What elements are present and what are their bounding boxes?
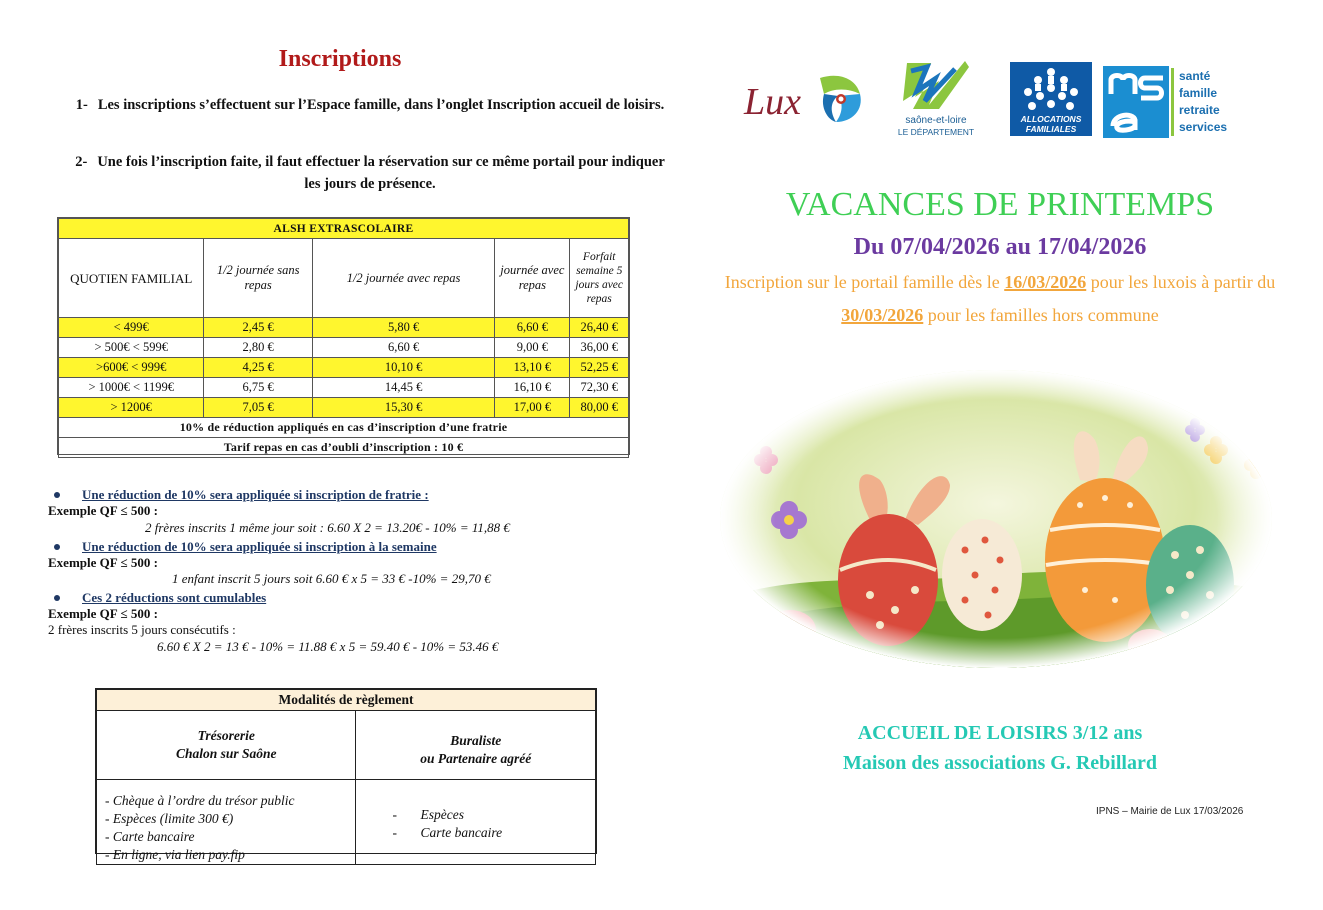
svg-text:famille: famille (1179, 86, 1218, 100)
cell-half: 6,75 € (204, 378, 312, 398)
lux-logo (738, 64, 868, 130)
svg-text:Lux: Lux (744, 81, 801, 123)
list-item: - Espèces (limite 300 €) (105, 811, 234, 826)
accueil-info (700, 718, 1300, 778)
cell-day: 6,60 € (495, 318, 570, 338)
pricing-caption: ALSH EXTRASCOLAIRE (59, 219, 629, 239)
svg-text:santé: santé (1179, 69, 1211, 83)
cell-week: 72,30 € (570, 378, 629, 398)
step-1 (70, 94, 670, 116)
reduction-1-example-label: Exemple QF ≤ 500 : (48, 503, 158, 518)
date-hors-commune: 30/03/2026 (841, 305, 924, 325)
cell-half-meal: 10,10 € (312, 358, 494, 378)
sibling-discount-note: 10% de réduction appliqués en cas d’inscription d’une fratrie (59, 418, 629, 438)
header-quotient: QUOTIEN FAMILIAL (59, 239, 204, 318)
svg-text:ALLOCATIONS: ALLOCATIONS (1020, 114, 1082, 124)
cell-day: 16,10 € (495, 378, 570, 398)
page-title: Inscriptions (278, 46, 402, 72)
step-1-number: 1- (75, 97, 88, 113)
reduction-3-example-intro: 2 frères inscrits 5 jours consécutifs : (48, 622, 236, 637)
svg-text:saône-et-loire: saône-et-loire (905, 115, 967, 126)
header-week: Forfait semaine 5 jours avec repas (570, 239, 629, 318)
cell-half: 4,25 € (204, 358, 312, 378)
accueil-location: Maison des associations G. Rebillard (843, 752, 1157, 774)
date-luxois: 16/03/2026 (1004, 272, 1087, 292)
header-day-meal: journée avec repas (495, 239, 570, 318)
cell-half-meal: 15,30 € (312, 398, 494, 418)
cell-qf: >600€ < 999€ (59, 358, 204, 378)
table-row (59, 378, 629, 398)
vacation-title: VACANCES DE PRINTEMPS (785, 186, 1215, 223)
table-row (59, 318, 629, 338)
bullet-icon (54, 595, 60, 601)
table-row (59, 358, 629, 378)
forgotten-meal-note: Tarif repas en cas d’oubli d’inscription : 10 € (59, 438, 629, 458)
cell-day: 13,10 € (495, 358, 570, 378)
cell-qf: > 500€ < 599€ (59, 338, 204, 358)
cell-half: 2,80 € (204, 338, 312, 358)
reduction-2-heading: Une réduction de 10% sera appliquée si inscription à la semaine (48, 539, 437, 555)
cell-week: 52,25 € (570, 358, 629, 378)
step-2-number: 2- (75, 154, 88, 170)
vacation-dates: Du 07/04/2026 au 17/04/2026 (853, 234, 1147, 260)
cell-qf: < 499€ (59, 318, 204, 338)
svg-text:LE DÉPARTEMENT: LE DÉPARTEMENT (897, 127, 975, 137)
cell-week: 26,40 € (570, 318, 629, 338)
ipns-footer: IPNS – Mairie de Lux 17/03/2026 (1096, 806, 1244, 817)
reduction-3-example: 6.60 € X 2 = 13 € - 10% = 11.88 € x 5 = 59.40 € - 10% = 53.46 € (157, 639, 499, 654)
cell-half-meal: 14,45 € (312, 378, 494, 398)
svg-text:services: services (1179, 120, 1228, 134)
reduction-1-example: 2 frères inscrits 1 même jour soit : 6.60 X 2 = 13.20€ - 10% = 11,88 € (145, 520, 510, 535)
tresorerie-methods (97, 780, 356, 865)
header-half-day: 1/2 journée sans repas (204, 239, 312, 318)
cell-day: 17,00 € (495, 398, 570, 418)
list-item: - Espèces (392, 807, 464, 822)
step-2 (70, 151, 670, 195)
cell-day: 9,00 € (495, 338, 570, 358)
cell-half: 7,05 € (204, 398, 312, 418)
saone-et-loire-logo (895, 57, 977, 139)
cell-qf: > 1000€ < 1199€ (59, 378, 204, 398)
payment-title: Modalités de règlement (97, 690, 596, 711)
step-1-text: Les inscriptions s’effectuent sur l’Espace famille, dans l’onglet Inscription accueil de loisirs. (97, 97, 665, 113)
inscription-info: Inscription sur le portail famille dès le 16/03/2026 pour les luxois à partir du 30/03/2026 pour les familles hors commune (724, 272, 1276, 325)
step-2-text: Une fois l’inscription faite, il faut effectuer la réservation sur ce même portail pour indiquer les jours de présence. (97, 154, 665, 192)
reduction-2-example: 1 enfant inscrit 5 jours soit 6.60 € x 5 = 33 € -10% = 29,70 € (172, 571, 491, 586)
reduction-3-heading: Ces 2 réductions sont cumulables (48, 590, 266, 606)
cell-week: 36,00 € (570, 338, 629, 358)
msa-logo (1103, 66, 1231, 138)
buraliste-methods (356, 780, 596, 865)
cell-half-meal: 6,60 € (312, 338, 494, 358)
header-half-day-meal: 1/2 journée avec repas (312, 239, 494, 318)
buraliste-partner: ou Partenaire agréé (420, 751, 532, 766)
tresorerie-city: Chalon sur Saône (175, 746, 277, 761)
list-item: - Chèque à l’ordre du trésor public (105, 793, 295, 808)
table-row (59, 398, 629, 418)
cell-half-meal: 5,80 € (312, 318, 494, 338)
reduction-1-heading: Une réduction de 10% sera appliquée si inscription de fratrie : (48, 487, 429, 503)
cell-half: 2,45 € (204, 318, 312, 338)
list-item: - En ligne, via lien pay.fip (105, 847, 245, 862)
reduction-2-example-label: Exemple QF ≤ 500 : (48, 555, 158, 570)
list-item: - Carte bancaire (392, 825, 503, 840)
svg-text:FAMILIALES: FAMILIALES (1025, 124, 1077, 134)
accueil-age: ACCUEIL DE LOISIRS 3/12 ans (857, 722, 1143, 744)
cell-week: 80,00 € (570, 398, 629, 418)
payment-col-tresorerie (97, 711, 356, 780)
payment-table (95, 688, 597, 862)
svg-text:retraite: retraite (1179, 103, 1220, 117)
pricing-table (57, 217, 630, 455)
bullet-icon (54, 544, 60, 550)
tresorerie-title: Trésorerie (197, 728, 255, 743)
buraliste-title: Buraliste (450, 733, 502, 748)
bullet-icon (54, 492, 60, 498)
reduction-3-example-label: Exemple QF ≤ 500 : (48, 606, 158, 621)
caf-logo (1010, 62, 1092, 136)
cell-qf: > 1200€ (59, 398, 204, 418)
payment-col-buraliste (356, 711, 596, 780)
table-row (59, 338, 629, 358)
easter-eggs-illustration (720, 370, 1272, 668)
list-item: - Carte bancaire (105, 829, 195, 844)
